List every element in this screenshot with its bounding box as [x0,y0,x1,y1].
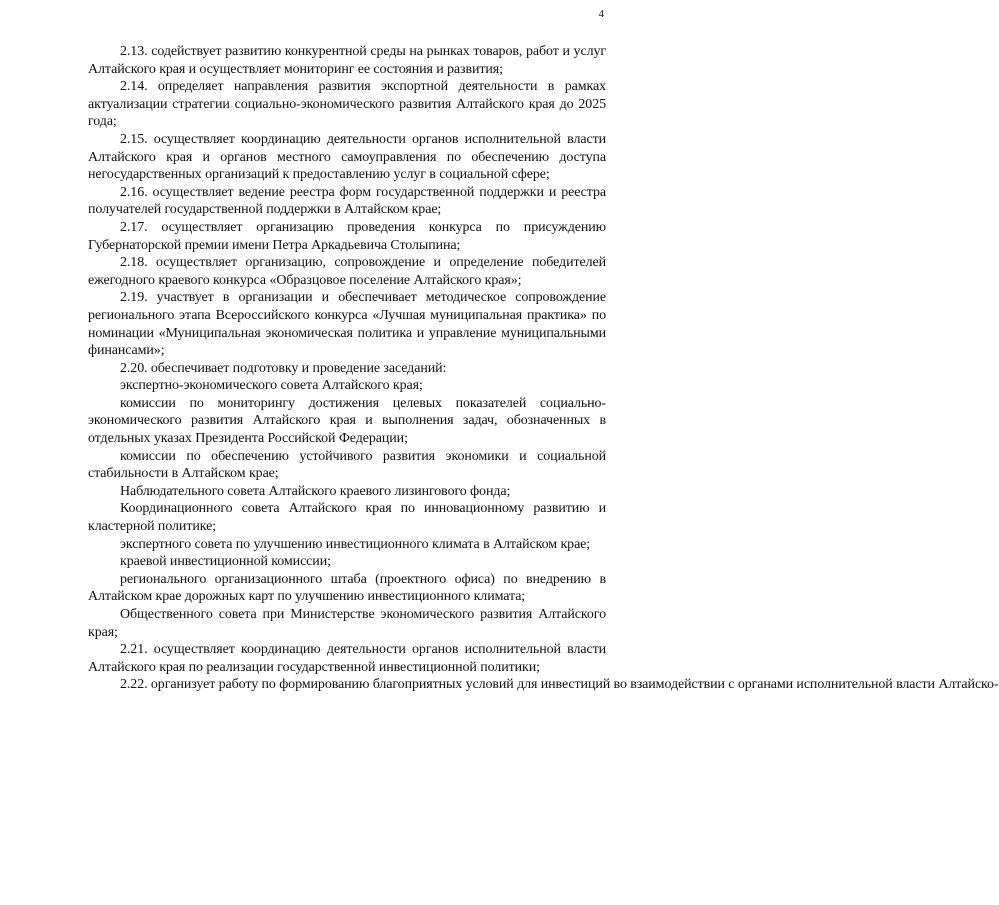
paragraph-2-16: 2.16. осуществляет ведение реестра форм государственной поддержки и реестра получателей государственной поддержки в Алтайском крае; [88,184,606,218]
paragraph-2-22: 2.22. организует работу по формированию благоприятных условий для инвестиций во взаимодействии с органами исполнительной власти Алтайско- [120,677,999,693]
list-item-stability-commission: комиссии по обеспечению устойчивого развития экономики и социальной стабильности в Алтайском крае; [88,448,606,482]
paragraph-2-15: 2.15. осуществляет координацию деятельности органов исполнительной власти Алтайского края и органов местного самоуправления по обеспечению доступа негосударственных организаций к предоставлению услуг в социальной сфере; [88,131,606,183]
list-item-public-council: Общественного совета при Министерстве экономического развития Алтайского края; [88,607,606,640]
paragraph-2-21: 2.21. осуществляет координацию деятельности органов исполнительной власти Алтайского края по реализации государственной инвестиционной политики; [88,642,606,675]
list-item-investment-commission: краевой инвестиционной комиссии; [120,554,331,570]
paragraph-2-20: 2.20. обеспечивает подготовку и проведение заседаний: [120,360,447,376]
document-body [88,43,999,694]
paragraph-2-17: 2.17. осуществляет организацию проведения конкурса по присуждению Губернаторской премии имени Петра Аркадьевича Столыпина; [88,219,606,253]
list-item-supervisory-board: Наблюдательного совета Алтайского краевого лизингового фонда; [120,483,511,499]
list-item-expert-economic-council: экспертно-экономического совета Алтайского края; [120,378,423,394]
list-item-coordination-council: Координационного совета Алтайского края по инновационному развитию и кластерной политике; [88,501,606,535]
list-item-monitoring-commission: комиссии по мониторингу достижения целевых показателей социально-экономического развития Алтайского края и выполнения задач, обозначенных в отдельных указах Президента Российской Федерации; [88,395,606,447]
page-number: 4 [598,8,604,20]
paragraph-2-18: 2.18. осуществляет организацию, сопровождение и определение победителей ежегодного краевого конкурса «Образцовое поселение Алтайского края»; [88,255,606,288]
paragraph-2-13: 2.13. содействует развитию конкурентной среды на рынках товаров, работ и услуг Алтайского края и осуществляет мониторинг ее состояния и развития; [88,44,606,77]
paragraph-2-19: 2.19. участвует в организации и обеспечивает методическое сопровождение регионального этапа Всероссийского конкурса «Лучшая муниципальная практика» по номинации «Муниципальная экономическая политика и управление муниципальными финансами»; [88,290,606,359]
list-item-investment-climate-council: экспертного совета по улучшению инвестиционного климата в Алтайском крае; [120,536,591,552]
list-item-project-office: регионального организационного штаба (проектного офиса) по внедрению в Алтайском крае дорожных карт по улучшению инвестиционного климата; [88,571,606,605]
paragraph-2-14: 2.14. определяет направления развития экспортной деятельности в рамках актуализации стратегии социально-экономического развития Алтайского края до 2025 года; [88,79,606,130]
